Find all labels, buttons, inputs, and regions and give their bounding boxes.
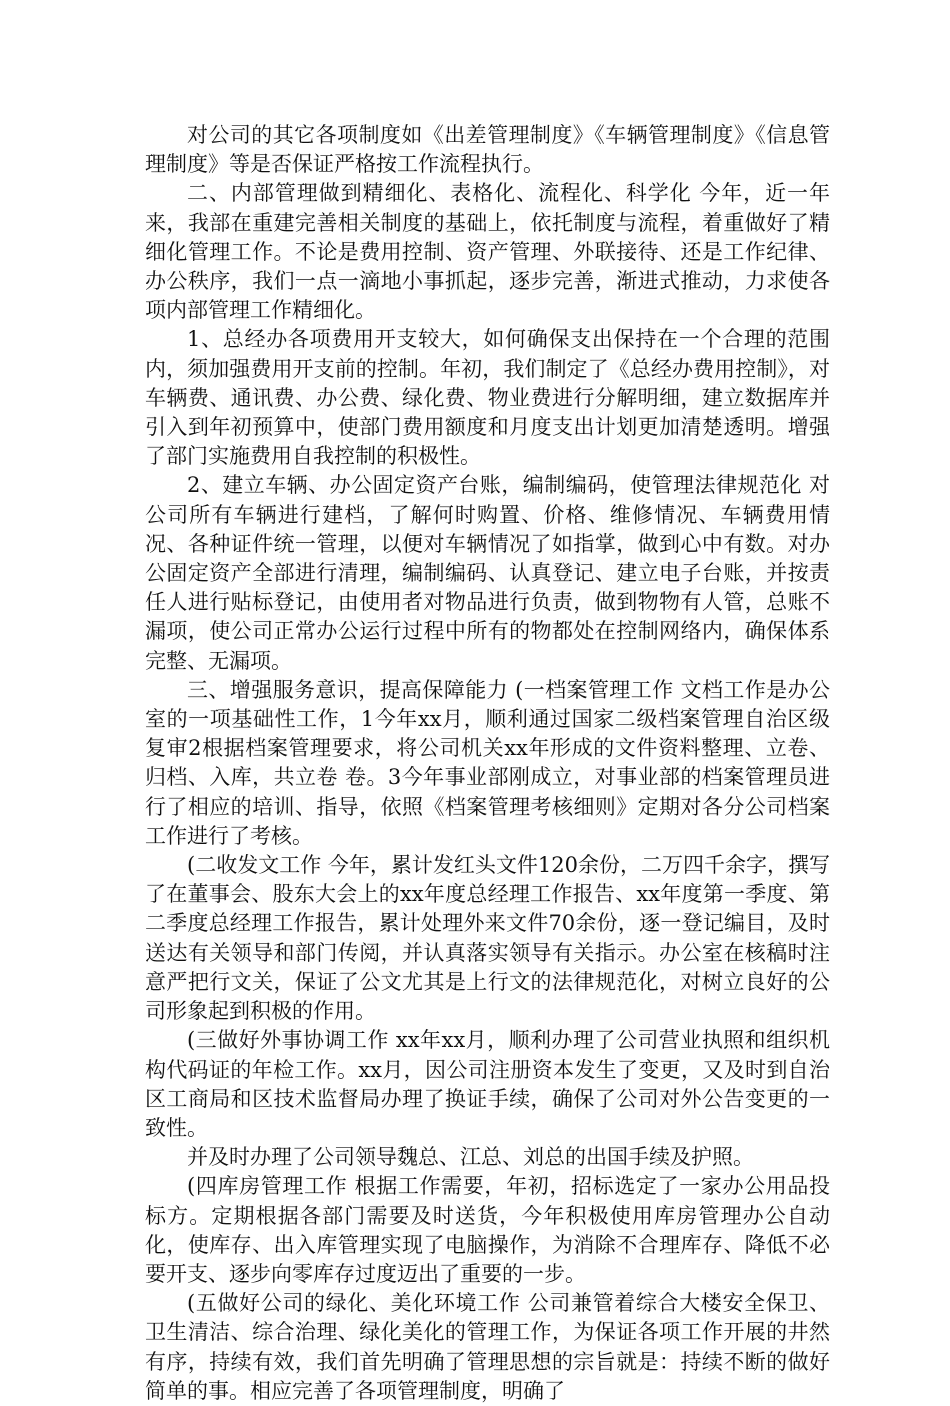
paragraph-passport-handling: 并及时办理了公司领导魏总、江总、刘总的出国手续及护照。 — [187, 1145, 754, 1170]
paragraph-archive-management: 三、增强服务意识，提高保障能力 (一档案管理工作 文档工作是办公室的一项基础性工作，1今年xx月，顺利通过国家二级档案管理自治区级复审2根据档案管理要求，将公司机关xx年形成的文件资料整理、立卷、归档、入库，共立卷 卷。3今年事业部刚成立，对事业部的档案管理员进行了相应的培训、指导，依照《档案管理考核细则》定期对各分公司档案工作进行了考核。 — [145, 677, 830, 848]
document-body — [145, 121, 830, 1406]
paragraph-expense-control: 1、总经办各项费用开支较大，如何确保支出保持在一个合理的范围内，须加强费用开支前的控制。年初，我们制定了《总经办费用控制》，对车辆费、通讯费、办公费、绿化费、物业费进行分解明细，建立数据库并引入到年初预算中，使部门费用额度和月度支出计划更加清楚透明。增强了部门实施费用自我控制的积极性。 — [145, 327, 830, 469]
paragraph-external-affairs: (三做好外事协调工作 xx年xx月，顺利办理了公司营业执照和组织机构代码证的年检工作。xx月，因公司注册资本发生了变更，又及时到自治区工商局和区技术监督局办理了换证手续，确保了公司对外公告变更的一致性。 — [145, 1028, 830, 1140]
paragraph-document-dispatch: (二收发文工作 今年，累计发红头文件120余份，二万四千余字，撰写了在董事会、股东大会上的xx年度总经理工作报告、xx年度第一季度、第二季度总经理工作报告，累计处理外来文件70余份，逐一登记编目，及时送达有关领导和部门传阅，并认真落实领导有关指示。办公室在核稿时注意严把行文关，保证了公文尤其是上行文的法律规范化，对树立良好的公司形象起到积极的作用。 — [145, 853, 830, 1024]
paragraph-system-compliance: 对公司的其它各项制度如《出差管理制度》《车辆管理制度》《信息管理制度》等是否保证严格按工作流程执行。 — [145, 123, 830, 177]
paragraph-warehouse-management: (四库房管理工作 根据工作需要，年初，招标选定了一家办公用品投标方。定期根据各部门需要及时送货，今年积极使用库房管理办公自动化，使库存、出入库管理实现了电脑操作，为消除不合理库存、降低不必要开支、逐步向零库存过度迈出了重要的一步。 — [145, 1174, 830, 1286]
paragraph-internal-management: 二、内部管理做到精细化、表格化、流程化、科学化 今年，近一年来，我部在重建完善相关制度的基础上，依托制度与流程，着重做好了精细化管理工作。不论是费用控制、资产管理、外联接待、还是工作纪律、办公秩序，我们一点一滴地小事抓起，逐步完善，渐进式推动，力求使各项内部管理工作精细化。 — [145, 181, 830, 323]
paragraph-asset-ledger: 2、建立车辆、办公固定资产台账，编制编码，使管理法律规范化 对公司所有车辆进行建档，了解何时购置、价格、维修情况、车辆费用情况、各种证件统一管理，以便对车辆情况了如指掌，做到心中有数。对办公固定资产全部进行清理，编制编码、认真登记、建立电子台账，并按责任人进行贴标登记，由使用者对物品进行负责，做到物物有人管，总账不漏项，使公司正常办公运行过程中所有的物都处在控制网络内，确保体系完整、无漏项。 — [145, 473, 830, 673]
paragraph-greening-environment: (五做好公司的绿化、美化环境工作 公司兼管着综合大楼安全保卫、卫生清洁、综合治理、绿化美化的管理工作，为保证各项工作开展的井然有序，持续有效，我们首先明确了管理思想的宗旨就是：持续不断的做好简单的事。相应完善了各项管理制度，明确了 — [145, 1291, 830, 1403]
